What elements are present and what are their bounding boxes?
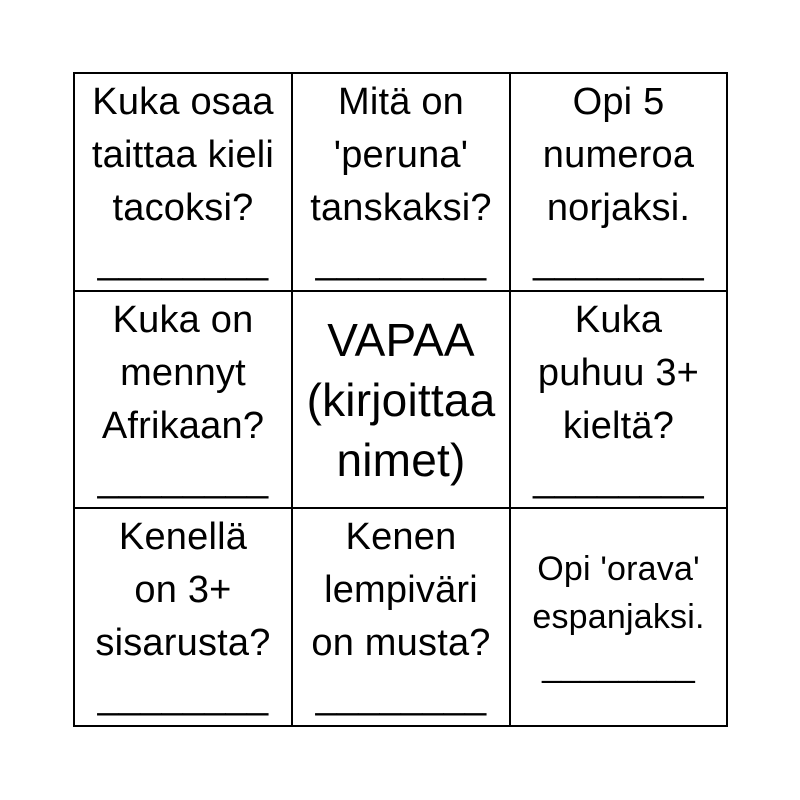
bingo-cell-8[interactable]: [293, 509, 511, 725]
bingo-cell-text: Opi 5 numeroa norjaksi. ________: [533, 81, 704, 282]
bingo-cell-7[interactable]: [75, 509, 293, 725]
bingo-cell-text: Kenen lempiväri on musta? ________: [311, 516, 491, 717]
bingo-cell-4[interactable]: [75, 292, 293, 509]
bingo-cell-2[interactable]: [293, 74, 511, 292]
bingo-cell-9[interactable]: [511, 509, 726, 725]
bingo-card: [73, 72, 728, 727]
bingo-cell-text: Opi 'orava' espanjaksi. ________: [532, 550, 705, 684]
bingo-cell-text: Mitä on 'peruna' tanskaksi? ________: [310, 81, 492, 282]
bingo-cell-3[interactable]: [511, 74, 726, 292]
bingo-cell-6[interactable]: [511, 292, 726, 509]
bingo-cell-text: VAPAA (kirjoittaa nimet): [306, 313, 496, 486]
bingo-cell-text: Kuka on mennyt Afrikaan? ________: [97, 298, 269, 500]
bingo-cell-text: Kuka osaa taittaa kieli tacoksi? ________: [91, 81, 275, 282]
bingo-cell-text: Kuka puhuu 3+ kieltä? ________: [533, 298, 704, 500]
bingo-cell-text: Kenellä on 3+ sisarusta? ________: [95, 516, 271, 717]
bingo-cell-1[interactable]: [75, 74, 293, 292]
bingo-free-cell[interactable]: [293, 292, 511, 509]
